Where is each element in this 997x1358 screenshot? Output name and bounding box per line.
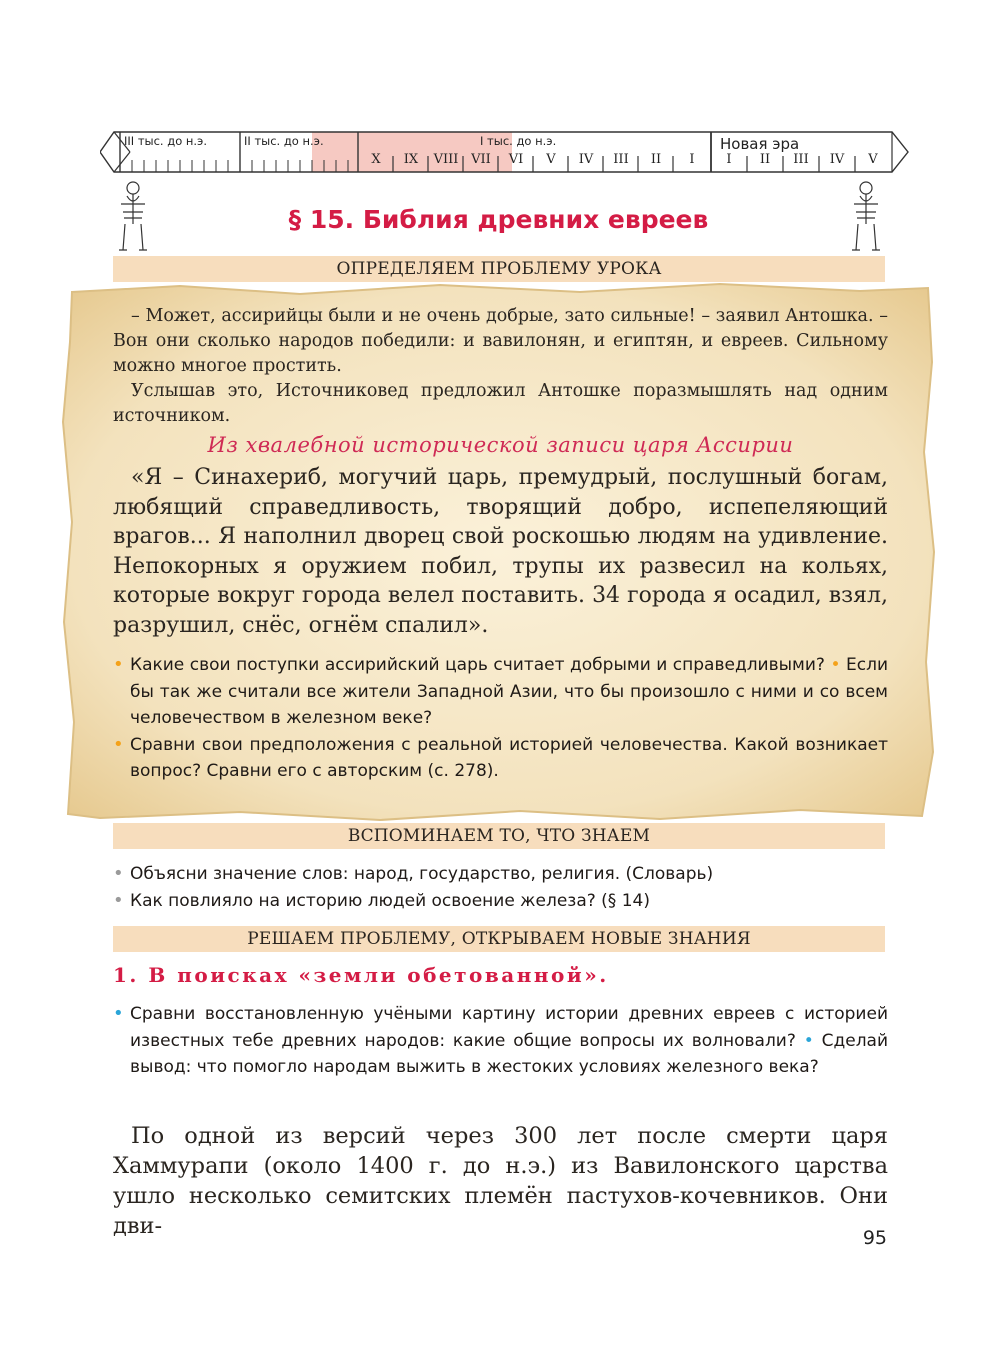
main-paragraph: По одной из версий через 300 лет после смерти царя Хаммурапи (около 1400 г. до н.э.) из Вавилонского царства ушло несколько семитских племён пастухов-кочевников. Они дви- (113, 1123, 888, 1239)
question-item (113, 652, 888, 732)
timeline-century: V (546, 152, 556, 167)
question-text: Сравни свои предположения с реальной историей человечества. Какой возникает вопрос? Сравни его с авторским (с. 278). (130, 734, 888, 781)
timeline-century: VII (471, 152, 491, 167)
section-bar-solve: РЕШАЕМ ПРОБЛЕМУ, ОТКРЫВАЕМ НОВЫЕ ЗНАНИЯ (113, 926, 885, 952)
solve-tasks (113, 1001, 888, 1081)
bullet-icon: • (830, 655, 841, 675)
bullet-icon: • (803, 1030, 814, 1051)
timeline-century: III (613, 152, 629, 167)
question-item (113, 732, 888, 785)
page-number: 95 (862, 1227, 887, 1249)
section-bar-problem: ОПРЕДЕЛЯЕМ ПРОБЛЕМУ УРОКА (113, 256, 885, 282)
timeline-period-1: I тыс. до н.э. (480, 134, 557, 148)
question-text: Если бы так же считали все жители Западной Азии, что бы произошло с ними и со всем человечеством в железном веке? (130, 655, 889, 728)
timeline (100, 130, 910, 176)
task-text: Сравни восстановленную учёными картину истории древних евреев с историей известных тебе древних народов: какие общие вопросы их волновали? (130, 1004, 888, 1051)
list-item (113, 861, 888, 888)
timeline-century: V (868, 152, 878, 167)
timeline-century: I (689, 152, 695, 167)
timeline-century: II (650, 152, 662, 167)
dialog-paragraph: – Может, ассирийцы были и не очень добрые, зато сильные! – заявил Антошка. – Вон они сколько народов победили: и вавилонян, и египтян, и евреев. Сильному можно многое простить. (113, 306, 888, 376)
list-item-text: Как повлияло на историю людей освоение железа? (§ 14) (130, 890, 650, 911)
timeline-century: VIII (433, 152, 459, 167)
timeline-century: III (793, 152, 809, 167)
timeline-period-3: III тыс. до н.э. (124, 134, 208, 148)
remember-list (113, 861, 888, 914)
timeline-century: I (726, 152, 732, 167)
timeline-century: IX (403, 152, 419, 167)
problem-questions (113, 652, 888, 785)
timeline-century: X (371, 152, 381, 167)
timeline-century: VI (508, 152, 524, 167)
timeline-period-2: II тыс. до н.э. (244, 134, 324, 148)
list-item (113, 888, 888, 915)
intro-paragraph: Услышав это, Источниковед предложил Антошке поразмышлять над одним источником. (113, 381, 888, 426)
subsection-heading: 1. В поисках «земли обетованной». (113, 963, 609, 987)
bullet-icon: • (113, 863, 124, 884)
bullet-icon: • (113, 1003, 124, 1024)
task-text: Сделай вывод: что помогло народам выжить в жестоких условиях железного века? (130, 1030, 889, 1077)
section-bar-remember: ВСПОМИНАЕМ ТО, ЧТО ЗНАЕМ (113, 823, 885, 849)
bullet-icon: • (113, 733, 124, 755)
page-title: § 15. Библия древних евреев (288, 205, 709, 234)
list-item-text: Объясни значение слов: народ, государство, религия. (Словарь) (130, 864, 714, 884)
timeline-century: IV (829, 152, 845, 167)
bullet-icon: • (113, 889, 124, 911)
timeline-century: IV (578, 152, 594, 167)
question-text: Какие свои поступки ассирийский царь считает добрыми и справедливыми? (130, 655, 825, 675)
bullet-icon: • (113, 654, 124, 675)
timeline-era: Новая эра (720, 135, 800, 153)
task-item (113, 1001, 888, 1081)
source-quote: «Я – Синахериб, могучий царь, премудрый, послушный богам, любящий справедливость, творящий добро, испепеляющий врагов... Я наполнил дворец свой роскошью людям на удивление. Непокорных я оружием побил, трупы их развесил на кольях, которые вокруг города велел поставить. 34 города я осадил, взял, разрушил, снёс, огнём спалил». (113, 465, 888, 638)
timeline-century: II (759, 152, 771, 167)
source-title: Из хвалебной исторической записи царя Ассирии (207, 433, 794, 457)
